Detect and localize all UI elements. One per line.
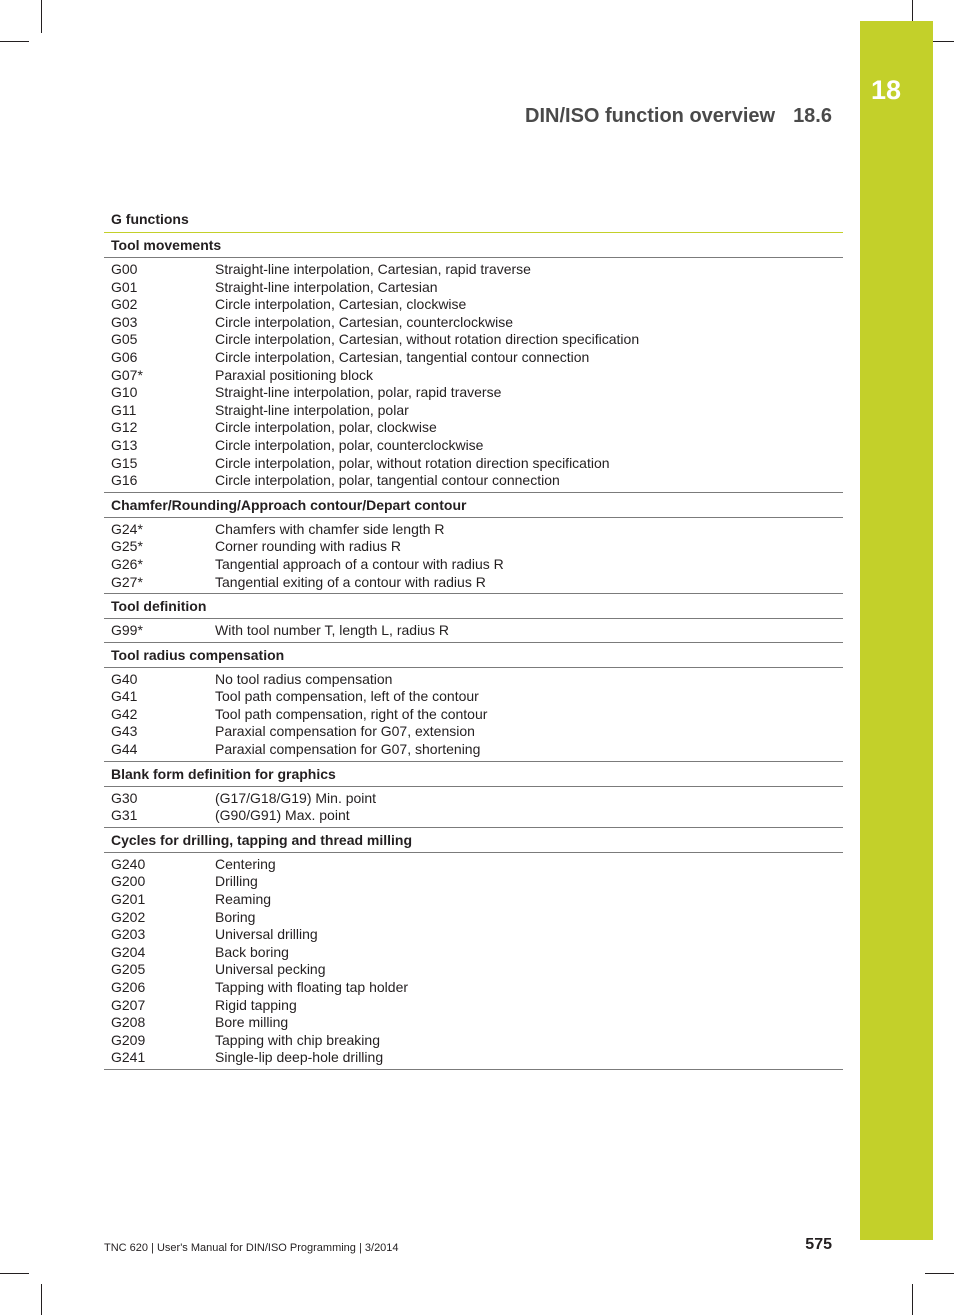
section-body [104, 619, 843, 643]
g-code-description: Tangential exiting of a contour with radius R [215, 573, 486, 590]
table-row [111, 296, 843, 314]
section-heading: Tool movements [104, 233, 843, 258]
table-row [111, 261, 843, 279]
table-row [111, 1032, 843, 1050]
g-code: G30 [111, 789, 138, 806]
table-row [111, 1014, 843, 1032]
table-row [111, 279, 843, 297]
g-code: G25* [111, 538, 143, 555]
crop-mark [912, 1284, 913, 1315]
g-code-description: Drilling [215, 873, 258, 890]
table-row [111, 926, 843, 944]
g-code: G31 [111, 807, 138, 824]
g-code: G241 [111, 1049, 146, 1066]
table-row [111, 891, 843, 909]
g-code-description: Bore milling [215, 1014, 289, 1031]
g-code-description: Rigid tapping [215, 996, 297, 1013]
table-row [111, 944, 843, 962]
g-code-description: Circle interpolation, polar, without rotation direction specification [215, 454, 610, 471]
crop-mark [41, 1284, 42, 1315]
g-code-description: Reaming [215, 891, 272, 908]
g-code: G03 [111, 313, 138, 330]
table-row [111, 961, 843, 979]
g-code-description: Circle interpolation, polar, counterclockwise [215, 436, 484, 453]
footer-text: TNC 620 | User's Manual for DIN/ISO Programming | 3/2014 [104, 1242, 399, 1254]
g-code-description: Circle interpolation, Cartesian, tangential contour connection [215, 348, 590, 365]
g-code-description: Circle interpolation, Cartesian, counterclockwise [215, 313, 514, 330]
table-title: G functions [111, 211, 189, 227]
g-code: G24* [111, 520, 143, 537]
table-row [111, 741, 843, 759]
section-heading: Tool radius compensation [104, 643, 843, 668]
g-code: G209 [111, 1031, 146, 1048]
g-code-description: Tapping with chip breaking [215, 1031, 380, 1048]
table-row [111, 521, 843, 539]
g-code: G203 [111, 926, 146, 943]
table-row [111, 574, 843, 592]
section-body [104, 787, 843, 828]
table-row [111, 723, 843, 741]
g-code: G205 [111, 961, 146, 978]
section-body [104, 668, 843, 762]
table-row [111, 979, 843, 997]
g-code-description: Paraxial compensation for G07, shortening [215, 741, 481, 758]
table-row [111, 472, 843, 490]
crop-mark [0, 1273, 29, 1274]
header-section-number: 18.6 [793, 105, 832, 127]
section-heading: Tool definition [104, 594, 843, 619]
g-code-description: Paraxial positioning block [215, 366, 373, 383]
g-code-description: Corner rounding with radius R [215, 538, 401, 555]
g-code: G16 [111, 472, 138, 489]
header-title: DIN/ISO function overview [525, 105, 776, 127]
g-code: G13 [111, 436, 138, 453]
g-code-description: Tangential approach of a contour with radius R [215, 555, 504, 572]
g-code: G200 [111, 873, 146, 890]
section-body [104, 518, 843, 594]
g-code-description: Straight-line interpolation, Cartesian [215, 278, 438, 295]
page-header [480, 103, 832, 129]
g-code-description: Circle interpolation, Cartesian, without rotation direction specification [215, 331, 640, 348]
g-code-description: Tool path compensation, left of the contour [215, 688, 479, 705]
g-code: G201 [111, 891, 146, 908]
g-code: G02 [111, 296, 138, 313]
g-code: G12 [111, 419, 138, 436]
g-code: G44 [111, 741, 138, 758]
table-row [111, 688, 843, 706]
crop-mark [41, 0, 42, 33]
table-row [111, 706, 843, 724]
g-code-description: Chamfers with chamfer side length R [215, 520, 445, 537]
section-heading: Blank form definition for graphics [104, 762, 843, 787]
g-code: G207 [111, 996, 146, 1013]
g-code: G41 [111, 688, 138, 705]
g-code-description: Paraxial compensation for G07, extension [215, 723, 475, 740]
g-code-description: Universal pecking [215, 961, 326, 978]
table-row [111, 873, 843, 891]
table-row [111, 402, 843, 420]
table-row [111, 807, 843, 825]
table-row [111, 1049, 843, 1067]
g-code-description: Tapping with floating tap holder [215, 979, 409, 995]
g-code-description: Circle interpolation, Cartesian, clockwise [215, 296, 467, 313]
table-row [111, 538, 843, 556]
g-code: G27* [111, 573, 143, 590]
section-heading: Cycles for drilling, tapping and thread milling [104, 828, 843, 853]
g-code: G10 [111, 384, 138, 401]
g-code: G00 [111, 261, 138, 277]
g-code: G240 [111, 855, 146, 872]
page-number: 575 [805, 1236, 832, 1253]
g-code: G26* [111, 555, 143, 572]
g-code: G206 [111, 979, 146, 995]
table-row [111, 349, 843, 367]
table-row [111, 419, 843, 437]
g-code-description: Straight-line interpolation, polar [215, 401, 409, 418]
table-row [111, 331, 843, 349]
g-code: G05 [111, 331, 138, 348]
g-code: G01 [111, 278, 138, 295]
g-code: G40 [111, 670, 138, 687]
section-body [104, 853, 843, 1070]
g-code-description: Straight-line interpolation, Cartesian, rapid traverse [215, 261, 531, 277]
table-row [111, 314, 843, 332]
section-heading: Chamfer/Rounding/Approach contour/Depart contour [104, 493, 843, 518]
g-code: G202 [111, 908, 146, 925]
table-row [111, 790, 843, 808]
g-code: G99* [111, 622, 143, 639]
section-body [104, 258, 843, 493]
crop-mark [0, 41, 29, 42]
table-row [111, 556, 843, 574]
g-code-description: (G17/G18/G19) Min. point [215, 789, 377, 806]
g-code-description: Tool path compensation, right of the contour [215, 705, 488, 722]
g-code-description: Straight-line interpolation, polar, rapid traverse [215, 384, 502, 401]
g-code: G42 [111, 705, 138, 722]
g-code-description: Centering [215, 855, 276, 872]
table-row [111, 856, 843, 874]
g-code-description: With tool number T, length L, radius R [215, 622, 449, 639]
g-code-description: Back boring [215, 943, 289, 960]
crop-mark [912, 0, 913, 22]
g-functions-table [104, 233, 843, 1070]
g-code-description: Universal drilling [215, 926, 318, 943]
chapter-number: 18 [870, 75, 902, 105]
g-code: G204 [111, 943, 146, 960]
chapter-tab [860, 21, 933, 1240]
table-row [111, 622, 843, 640]
g-code-description: (G90/G91) Max. point [215, 807, 350, 824]
g-code: G06 [111, 348, 138, 365]
g-code: G11 [111, 401, 137, 418]
table-row [111, 367, 843, 385]
g-code-description: Single-lip deep-hole drilling [215, 1049, 384, 1066]
table-row [111, 997, 843, 1015]
g-code: G15 [111, 454, 138, 471]
table-row [111, 909, 843, 927]
g-code: G208 [111, 1014, 146, 1031]
g-code-description: Circle interpolation, polar, tangential contour connection [215, 472, 560, 489]
g-code-description: No tool radius compensation [215, 670, 393, 687]
g-code: G43 [111, 723, 138, 740]
table-row [111, 437, 843, 455]
table-row [111, 671, 843, 689]
g-code-description: Circle interpolation, polar, clockwise [215, 419, 437, 436]
g-code: G07* [111, 366, 143, 383]
g-code-description: Boring [215, 908, 256, 925]
table-row [111, 455, 843, 473]
table-row [111, 384, 843, 402]
crop-mark [925, 1273, 954, 1274]
